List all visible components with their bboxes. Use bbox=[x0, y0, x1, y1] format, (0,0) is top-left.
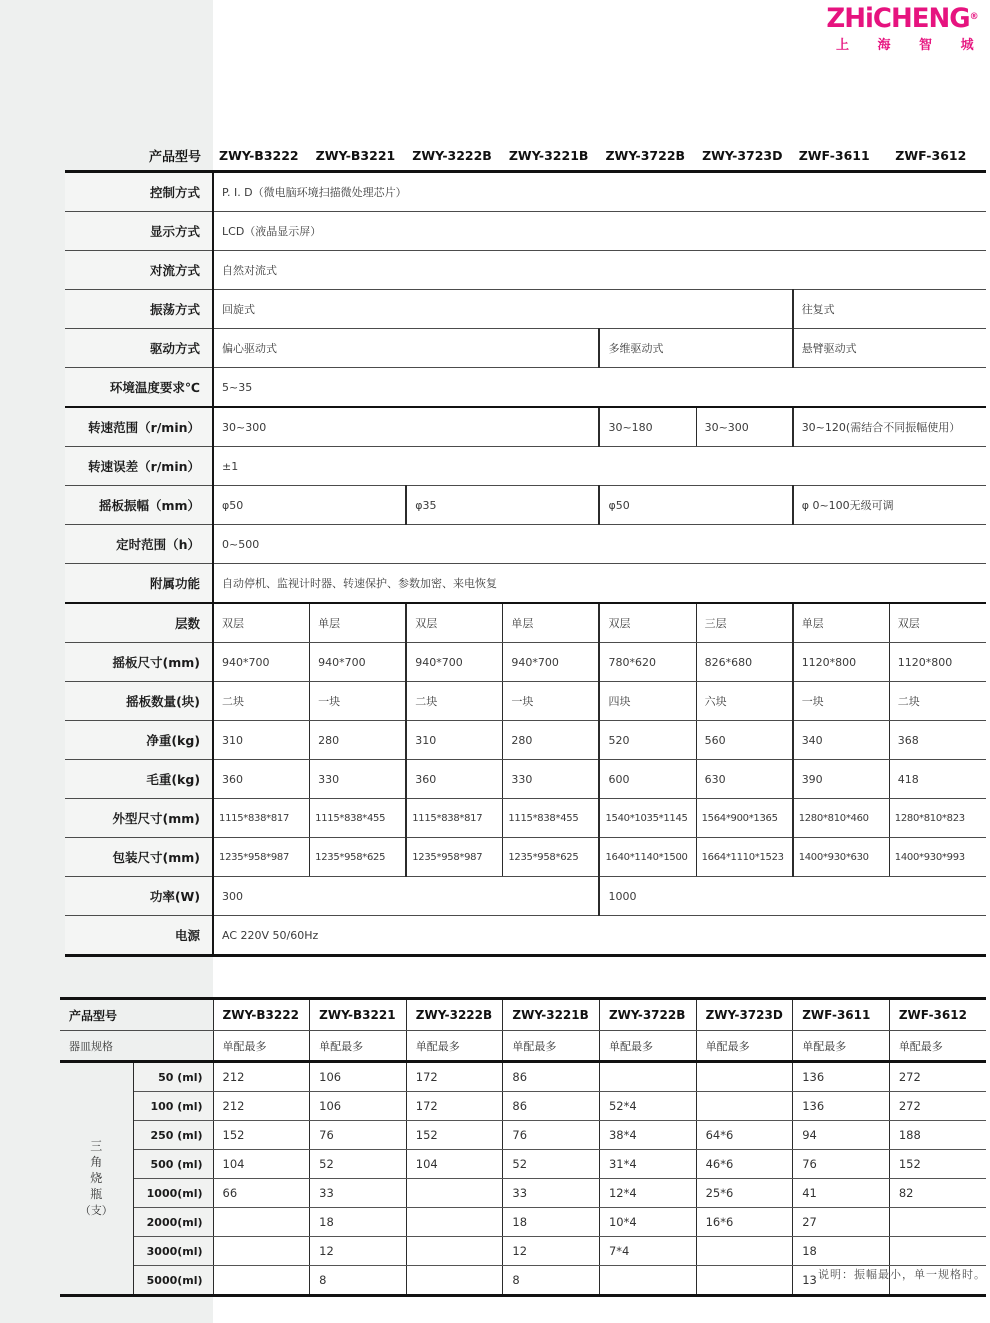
spec-cell: 双层 bbox=[889, 603, 986, 643]
spec-cell: 1280*810*823 bbox=[889, 799, 986, 838]
spec-row bbox=[65, 407, 986, 447]
spec-row bbox=[65, 916, 986, 956]
brand-logo bbox=[826, 3, 986, 53]
spec-table-header-row bbox=[65, 143, 986, 172]
flask-cell: 94 bbox=[793, 1121, 890, 1150]
model-header: ZWY-3221B bbox=[503, 999, 600, 1031]
spec-cell: ±1 bbox=[213, 447, 986, 486]
flask-cell: 18 bbox=[310, 1208, 407, 1237]
flask-cell: 64*6 bbox=[696, 1121, 793, 1150]
subheader-cell: 单配最多 bbox=[503, 1031, 600, 1062]
spec-cell: 30~300 bbox=[213, 407, 599, 447]
spec-row-label: 摇板振幅（mm） bbox=[65, 486, 213, 525]
spec-cell: 310 bbox=[406, 721, 503, 760]
flask-cell: 8 bbox=[503, 1266, 600, 1296]
model-header: ZWY-3723D bbox=[696, 143, 793, 172]
spec-cell: 二块 bbox=[406, 682, 503, 721]
flask-size-label: 50 (ml) bbox=[133, 1062, 213, 1092]
flask-cell bbox=[889, 1208, 986, 1237]
spec-row-label: 功率(W) bbox=[65, 877, 213, 916]
spec-cell: 回旋式 bbox=[213, 290, 793, 329]
subheader-cell: 单配最多 bbox=[310, 1031, 407, 1062]
spec-cell: φ50 bbox=[599, 486, 792, 525]
spec-cell: 1564*900*1365 bbox=[696, 799, 793, 838]
flask-cell: 10*4 bbox=[599, 1208, 696, 1237]
spec-row bbox=[65, 877, 986, 916]
flask-cell: 172 bbox=[406, 1092, 503, 1121]
flask-cell: 106 bbox=[310, 1062, 407, 1092]
flask-cell: 12*4 bbox=[599, 1179, 696, 1208]
flask-cell: 33 bbox=[503, 1179, 600, 1208]
spec-row-label: 摇板数量(块) bbox=[65, 682, 213, 721]
spec-cell: 1000 bbox=[599, 877, 986, 916]
spec-cell: 340 bbox=[793, 721, 890, 760]
flask-cell: 33 bbox=[310, 1179, 407, 1208]
flask-cell: 38*4 bbox=[599, 1121, 696, 1150]
spec-row bbox=[65, 682, 986, 721]
spec-cell: 630 bbox=[696, 760, 793, 799]
spec-row-label: 附属功能 bbox=[65, 564, 213, 604]
spec-cell: 双层 bbox=[406, 603, 503, 643]
spec-cell: 310 bbox=[213, 721, 310, 760]
flask-cell bbox=[696, 1092, 793, 1121]
flask-cell: 152 bbox=[889, 1150, 986, 1179]
flask-cell: 272 bbox=[889, 1062, 986, 1092]
spec-cell: 600 bbox=[599, 760, 696, 799]
spec-row bbox=[65, 447, 986, 486]
spec-row-label: 定时范围（h） bbox=[65, 525, 213, 564]
footnote: 说明：振幅最小，单一规格时。 bbox=[818, 1268, 986, 1281]
spec-cell: 826*680 bbox=[696, 643, 793, 682]
spec-row-label: 摇板尺寸(mm) bbox=[65, 643, 213, 682]
flask-table-header-row bbox=[60, 999, 986, 1031]
spec-cell: 二块 bbox=[213, 682, 310, 721]
spec-row bbox=[65, 799, 986, 838]
flask-cell: 86 bbox=[503, 1062, 600, 1092]
subheader-cell: 单配最多 bbox=[599, 1031, 696, 1062]
spec-cell: φ 0~100无级可调 bbox=[793, 486, 986, 525]
spec-cell: P. I. D（微电脑环境扫描微处理芯片） bbox=[213, 172, 986, 212]
model-header: ZWY-B3222 bbox=[213, 143, 310, 172]
spec-cell: 三层 bbox=[696, 603, 793, 643]
spec-table bbox=[65, 143, 986, 957]
spec-cell: 自动停机、监视计时器、转速保护、参数加密、来电恢复 bbox=[213, 564, 986, 604]
spec-cell: 1640*1140*1500 bbox=[599, 838, 696, 877]
spec-cell: 1235*958*625 bbox=[310, 838, 407, 877]
model-header: ZWF-3611 bbox=[793, 999, 890, 1031]
spec-cell: 560 bbox=[696, 721, 793, 760]
flask-size-label: 500 (ml) bbox=[133, 1150, 213, 1179]
spec-cell: 悬臂驱动式 bbox=[793, 329, 986, 368]
flask-cell: 41 bbox=[793, 1179, 890, 1208]
flask-cell: 104 bbox=[406, 1150, 503, 1179]
spec-row bbox=[65, 486, 986, 525]
flask-cell: 13 bbox=[793, 1266, 890, 1296]
spec-cell: 940*700 bbox=[310, 643, 407, 682]
flask-cell: 18 bbox=[793, 1237, 890, 1266]
flask-row bbox=[60, 1121, 986, 1150]
spec-header-label: 产品型号 bbox=[65, 143, 213, 172]
flask-cell: 76 bbox=[793, 1150, 890, 1179]
spec-cell: 780*620 bbox=[599, 643, 696, 682]
spec-cell: 四块 bbox=[599, 682, 696, 721]
spec-row-label: 净重(kg) bbox=[65, 721, 213, 760]
spec-cell: 1235*958*987 bbox=[213, 838, 310, 877]
spec-cell: 往复式 bbox=[793, 290, 986, 329]
spec-cell: 0~500 bbox=[213, 525, 986, 564]
spec-cell: 1115*838*455 bbox=[310, 799, 407, 838]
spec-cell: 双层 bbox=[213, 603, 310, 643]
spec-row-label: 电源 bbox=[65, 916, 213, 956]
spec-row-label: 包装尺寸(mm) bbox=[65, 838, 213, 877]
flask-cell: 31*4 bbox=[599, 1150, 696, 1179]
subheader-cell: 单配最多 bbox=[889, 1031, 986, 1062]
spec-row-label: 显示方式 bbox=[65, 212, 213, 251]
spec-cell: 330 bbox=[503, 760, 600, 799]
spec-cell: 300 bbox=[213, 877, 599, 916]
flask-cell bbox=[406, 1237, 503, 1266]
spec-row-label: 环境温度要求℃ bbox=[65, 368, 213, 408]
spec-cell: φ35 bbox=[406, 486, 599, 525]
flask-row bbox=[60, 1208, 986, 1237]
flask-cell: 52 bbox=[310, 1150, 407, 1179]
flask-cell: 18 bbox=[503, 1208, 600, 1237]
model-header: ZWY-3222B bbox=[406, 999, 503, 1031]
flask-size-label: 5000(ml) bbox=[133, 1266, 213, 1296]
spec-cell: 偏心驱动式 bbox=[213, 329, 599, 368]
flask-cell bbox=[696, 1237, 793, 1266]
flask-cell bbox=[213, 1237, 310, 1266]
spec-row bbox=[65, 838, 986, 877]
spec-row bbox=[65, 525, 986, 564]
spec-cell: 280 bbox=[503, 721, 600, 760]
spec-row-label: 外型尺寸(mm) bbox=[65, 799, 213, 838]
flask-cell: 104 bbox=[213, 1150, 310, 1179]
spec-cell: 双层 bbox=[599, 603, 696, 643]
spec-row bbox=[65, 760, 986, 799]
spec-cell: AC 220V 50/60Hz bbox=[213, 916, 986, 956]
flask-cell: 76 bbox=[503, 1121, 600, 1150]
flask-row bbox=[60, 1179, 986, 1208]
spec-cell: 1115*838*817 bbox=[213, 799, 310, 838]
flask-cell: 136 bbox=[793, 1062, 890, 1092]
spec-cell: 1120*800 bbox=[793, 643, 890, 682]
spec-row-label: 振荡方式 bbox=[65, 290, 213, 329]
spec-row bbox=[65, 643, 986, 682]
spec-row bbox=[65, 564, 986, 604]
brand-logo-text: ZHiCHENG® bbox=[826, 3, 978, 35]
model-header: ZWY-3722B bbox=[599, 143, 696, 172]
model-header: ZWF-3612 bbox=[889, 999, 986, 1031]
spec-cell: 单层 bbox=[793, 603, 890, 643]
spec-row bbox=[65, 172, 986, 212]
spec-cell: 单层 bbox=[503, 603, 600, 643]
flask-cell: 12 bbox=[503, 1237, 600, 1266]
model-header: ZWY-3222B bbox=[406, 143, 503, 172]
spec-row bbox=[65, 721, 986, 760]
spec-cell: 多维驱动式 bbox=[599, 329, 792, 368]
spec-cell: 368 bbox=[889, 721, 986, 760]
flask-size-label: 250 (ml) bbox=[133, 1121, 213, 1150]
flask-cell: 106 bbox=[310, 1092, 407, 1121]
subheader-cell: 单配最多 bbox=[696, 1031, 793, 1062]
flask-cell bbox=[599, 1062, 696, 1092]
spec-cell: LCD（液晶显示屏） bbox=[213, 212, 986, 251]
spec-cell: 390 bbox=[793, 760, 890, 799]
spec-cell: 30~180 bbox=[599, 407, 696, 447]
spec-cell: 1540*1035*1145 bbox=[599, 799, 696, 838]
flask-cell bbox=[406, 1179, 503, 1208]
spec-row bbox=[65, 251, 986, 290]
model-header: ZWY-B3221 bbox=[310, 143, 407, 172]
spec-cell: 1235*958*987 bbox=[406, 838, 503, 877]
subheader-cell: 单配最多 bbox=[406, 1031, 503, 1062]
flask-size-label: 1000(ml) bbox=[133, 1179, 213, 1208]
spec-cell: 1235*958*625 bbox=[503, 838, 600, 877]
spec-cell: 1115*838*817 bbox=[406, 799, 503, 838]
flask-cell: 7*4 bbox=[599, 1237, 696, 1266]
spec-cell: 自然对流式 bbox=[213, 251, 986, 290]
flask-cell: 188 bbox=[889, 1121, 986, 1150]
spec-cell: 1400*930*630 bbox=[793, 838, 890, 877]
spec-row bbox=[65, 212, 986, 251]
spec-cell: 360 bbox=[406, 760, 503, 799]
flask-cell: 82 bbox=[889, 1179, 986, 1208]
flask-header-label: 产品型号 bbox=[60, 999, 213, 1031]
flask-row bbox=[60, 1062, 986, 1092]
spec-cell: 940*700 bbox=[406, 643, 503, 682]
flask-cell: 52*4 bbox=[599, 1092, 696, 1121]
flask-cell: 152 bbox=[406, 1121, 503, 1150]
flask-group-label: 三 角 烧 瓶 （支） bbox=[60, 1062, 133, 1296]
spec-row-label: 驱动方式 bbox=[65, 329, 213, 368]
flask-table-subheader-row bbox=[60, 1031, 986, 1062]
spec-row-label: 毛重(kg) bbox=[65, 760, 213, 799]
spec-cell: 1400*930*993 bbox=[889, 838, 986, 877]
spec-row-label: 层数 bbox=[65, 603, 213, 643]
registered-trademark-icon: ® bbox=[969, 11, 978, 23]
flask-size-label: 3000(ml) bbox=[133, 1237, 213, 1266]
flask-cell: 8 bbox=[310, 1266, 407, 1296]
spec-cell: 418 bbox=[889, 760, 986, 799]
spec-cell: 一块 bbox=[310, 682, 407, 721]
spec-cell: 二块 bbox=[889, 682, 986, 721]
spec-cell: 280 bbox=[310, 721, 407, 760]
spec-cell: 1115*838*455 bbox=[503, 799, 600, 838]
flask-cell: 46*6 bbox=[696, 1150, 793, 1179]
spec-cell: 六块 bbox=[696, 682, 793, 721]
flask-size-label: 2000(ml) bbox=[133, 1208, 213, 1237]
flask-cell: 86 bbox=[503, 1092, 600, 1121]
flask-cell: 66 bbox=[213, 1179, 310, 1208]
spec-row-label: 对流方式 bbox=[65, 251, 213, 290]
flask-cell bbox=[696, 1062, 793, 1092]
model-header: ZWY-3722B bbox=[599, 999, 696, 1031]
spec-cell: 1120*800 bbox=[889, 643, 986, 682]
brand-logo-subtitle: 上 海 智 城 bbox=[836, 38, 986, 53]
spec-cell: 5~35 bbox=[213, 368, 986, 408]
flask-group-label-suffix: （支） bbox=[79, 1204, 113, 1217]
flask-cell: 12 bbox=[310, 1237, 407, 1266]
model-header: ZWY-3723D bbox=[696, 999, 793, 1031]
spec-row-label: 转速范围（r/min） bbox=[65, 407, 213, 447]
subheader-cell: 单配最多 bbox=[213, 1031, 310, 1062]
spec-cell: 360 bbox=[213, 760, 310, 799]
spec-cell: 30~120(需结合不同振幅使用） bbox=[793, 407, 986, 447]
flask-cell: 272 bbox=[889, 1092, 986, 1121]
flask-cell bbox=[213, 1208, 310, 1237]
flask-cell: 172 bbox=[406, 1062, 503, 1092]
spec-row-label: 控制方式 bbox=[65, 172, 213, 212]
spec-row-label: 转速误差（r/min） bbox=[65, 447, 213, 486]
flask-cell: 25*6 bbox=[696, 1179, 793, 1208]
flask-row bbox=[60, 1237, 986, 1266]
flask-cell bbox=[889, 1237, 986, 1266]
flask-row bbox=[60, 1092, 986, 1121]
model-header: ZWF-3611 bbox=[793, 143, 890, 172]
spec-cell: 一块 bbox=[503, 682, 600, 721]
spec-cell: 1280*810*460 bbox=[793, 799, 890, 838]
flask-cell bbox=[406, 1208, 503, 1237]
spec-cell: 30~300 bbox=[696, 407, 793, 447]
spec-row bbox=[65, 290, 986, 329]
flask-cell: 136 bbox=[793, 1092, 890, 1121]
flask-cell: 16*6 bbox=[696, 1208, 793, 1237]
flask-table bbox=[60, 997, 986, 1297]
flask-cell: 27 bbox=[793, 1208, 890, 1237]
spec-row bbox=[65, 368, 986, 408]
flask-cell: 152 bbox=[213, 1121, 310, 1150]
spec-cell: 940*700 bbox=[213, 643, 310, 682]
spec-cell: 330 bbox=[310, 760, 407, 799]
flask-cell: 52 bbox=[503, 1150, 600, 1179]
spec-cell: 1664*1110*1523 bbox=[696, 838, 793, 877]
flask-cell: 212 bbox=[213, 1092, 310, 1121]
spec-cell: 一块 bbox=[793, 682, 890, 721]
spec-row bbox=[65, 329, 986, 368]
model-header: ZWY-3221B bbox=[503, 143, 600, 172]
spec-cell: 520 bbox=[599, 721, 696, 760]
model-header: ZWY-B3221 bbox=[310, 999, 407, 1031]
subheader-cell: 单配最多 bbox=[793, 1031, 890, 1062]
flask-cell: 76 bbox=[310, 1121, 407, 1150]
flask-row bbox=[60, 1150, 986, 1179]
flask-size-label: 100 (ml) bbox=[133, 1092, 213, 1121]
model-header: ZWF-3612 bbox=[889, 143, 986, 172]
spec-cell: 940*700 bbox=[503, 643, 600, 682]
model-header: ZWY-B3222 bbox=[213, 999, 310, 1031]
flask-subheader-label: 器皿规格 bbox=[60, 1031, 213, 1062]
spec-row bbox=[65, 603, 986, 643]
spec-cell: φ50 bbox=[213, 486, 406, 525]
spec-cell: 单层 bbox=[310, 603, 407, 643]
flask-cell: 212 bbox=[213, 1062, 310, 1092]
